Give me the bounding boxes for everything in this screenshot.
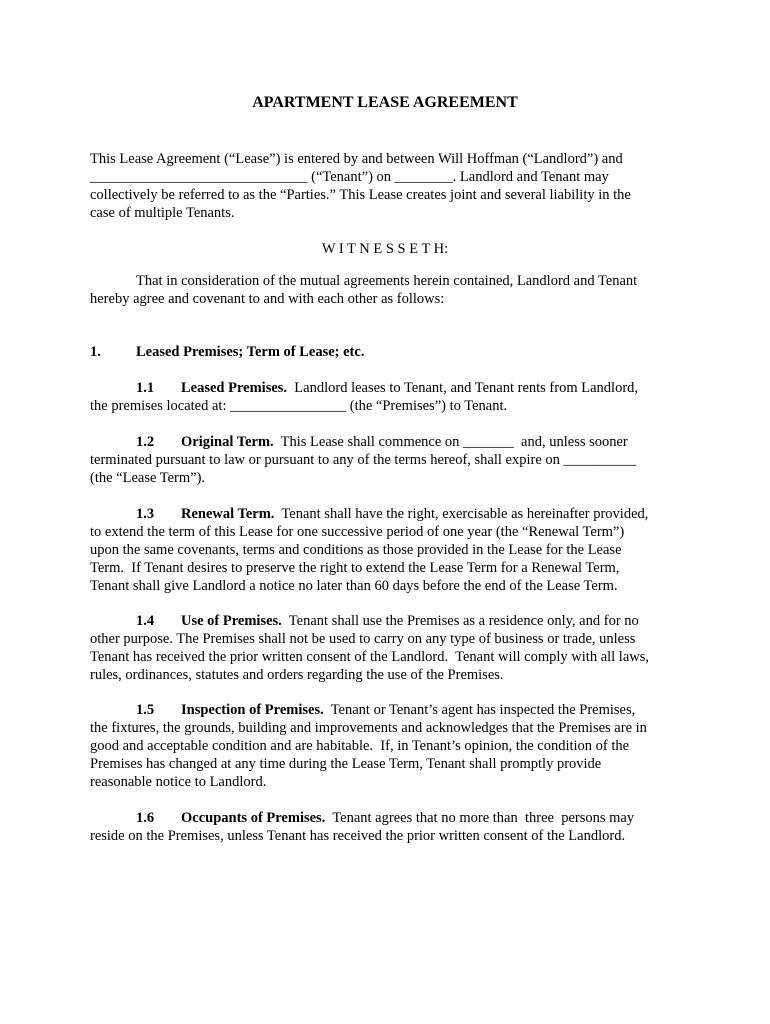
clause-1-1-heading: Leased Premises. — [181, 380, 288, 396]
consideration-line-2: hereby agree and covenant to and with each other as follows: — [90, 291, 445, 307]
clause-1-4-number: 1.4 — [136, 613, 155, 629]
clause-1-3-number: 1.3 — [136, 506, 155, 522]
clause-1-5-line: good and acceptable condition and are habitable. If, in Tenant’s opinion, the condition of the — [90, 738, 630, 754]
clause-1-6-line: reside on the Premises, unless Tenant has received the prior written consent of the Landlord. — [90, 828, 626, 844]
clause-1-3-heading: Renewal Term. — [181, 506, 275, 522]
clause-1-4-line: rules, ordinances, statutes and orders regarding the use of the Premises. — [90, 667, 504, 683]
clause-1-4-first-line — [181, 612, 639, 630]
section-1-heading: Leased Premises; Term of Lease; etc. — [136, 344, 365, 360]
intro-line-4: case of multiple Tenants. — [90, 205, 235, 221]
clause-1-5-line: Premises has changed at any time during the Lease Term, Tenant shall promptly provide — [90, 756, 602, 772]
clause-1-6-number: 1.6 — [136, 810, 155, 826]
clause-1-2-heading: Original Term. — [181, 434, 274, 450]
clause-1-4-line: other purpose. The Premises shall not be used to carry on any type of business or trade, unless — [90, 631, 636, 647]
clause-1-5-line: reasonable notice to Landlord. — [90, 774, 267, 790]
clause-1-2-line: (the “Lease Term”). — [90, 470, 206, 486]
clause-1-1-text: Landlord leases to Tenant, and Tenant rents from Landlord, — [287, 380, 639, 396]
clause-1-6-first-line — [181, 809, 634, 827]
section-1-number: 1. — [90, 344, 101, 360]
clause-1-5-text: Tenant or Tenant’s agent has inspected the Premises, — [323, 702, 636, 718]
clause-1-5-heading: Inspection of Premises. — [181, 702, 324, 718]
clause-1-3-line: Tenant shall give Landlord a notice no later than 60 days before the end of the Lease Term. — [90, 578, 618, 594]
clause-1-6-text: Tenant agrees that no more than three persons may — [325, 810, 635, 826]
clause-1-4-text: Tenant shall use the Premises as a residence only, and for no — [281, 613, 639, 629]
clause-1-5-line: the fixtures, the grounds, building and improvements and acknowledges that the Premises are in — [90, 720, 647, 736]
clause-1-3-line: to extend the term of this Lease for one successive period of one year (the “Renewal Term”) — [90, 524, 625, 540]
clause-1-4-line: Tenant has received the prior written consent of the Landlord. Tenant will comply with all laws, — [90, 649, 650, 665]
document-title: APARTMENT LEASE AGREEMENT — [252, 94, 518, 111]
clause-1-1-first-line — [181, 379, 638, 397]
clause-1-2-text: This Lease shall commence on _______ and, unless sooner — [273, 434, 628, 450]
clause-1-1-line: the premises located at: ________________ (the “Premises”) to Tenant. — [90, 398, 508, 414]
clause-1-2-line: terminated pursuant to law or pursuant to any of the terms hereof, shall expire on __________ — [90, 452, 637, 468]
clause-1-4-heading: Use of Premises. — [181, 613, 282, 629]
clause-1-1-number: 1.1 — [136, 380, 155, 396]
consideration-line-1: That in consideration of the mutual agreements herein contained, Landlord and Tenant — [136, 273, 638, 289]
intro-line-1: This Lease Agreement (“Lease”) is entered by and between Will Hoffman (“Landlord”) and — [90, 151, 623, 167]
clause-1-3-text: Tenant shall have the right, exercisable as hereinafter provided, — [274, 506, 649, 522]
clause-1-5-number: 1.5 — [136, 702, 155, 718]
clause-1-3-line: Term. If Tenant desires to preserve the right to extend the Lease Term for a Renewal Term, — [90, 560, 620, 576]
clause-1-3-first-line — [181, 505, 648, 523]
intro-line-3: collectively be referred to as the “Parties.” This Lease creates joint and several liability in the — [90, 187, 631, 203]
clause-1-2-number: 1.2 — [136, 434, 155, 450]
clause-1-6-heading: Occupants of Premises. — [181, 810, 326, 826]
intro-line-2: ______________________________ (“Tenant”) on ________. Landlord and Tenant may — [90, 169, 609, 185]
clause-1-2-first-line — [181, 433, 628, 451]
witnesseth-heading: W I T N E S S E T H: — [321, 241, 449, 257]
clause-1-3-line: upon the same covenants, terms and conditions as those provided in the Lease for the Lease — [90, 542, 622, 558]
clause-1-5-first-line — [181, 701, 635, 719]
